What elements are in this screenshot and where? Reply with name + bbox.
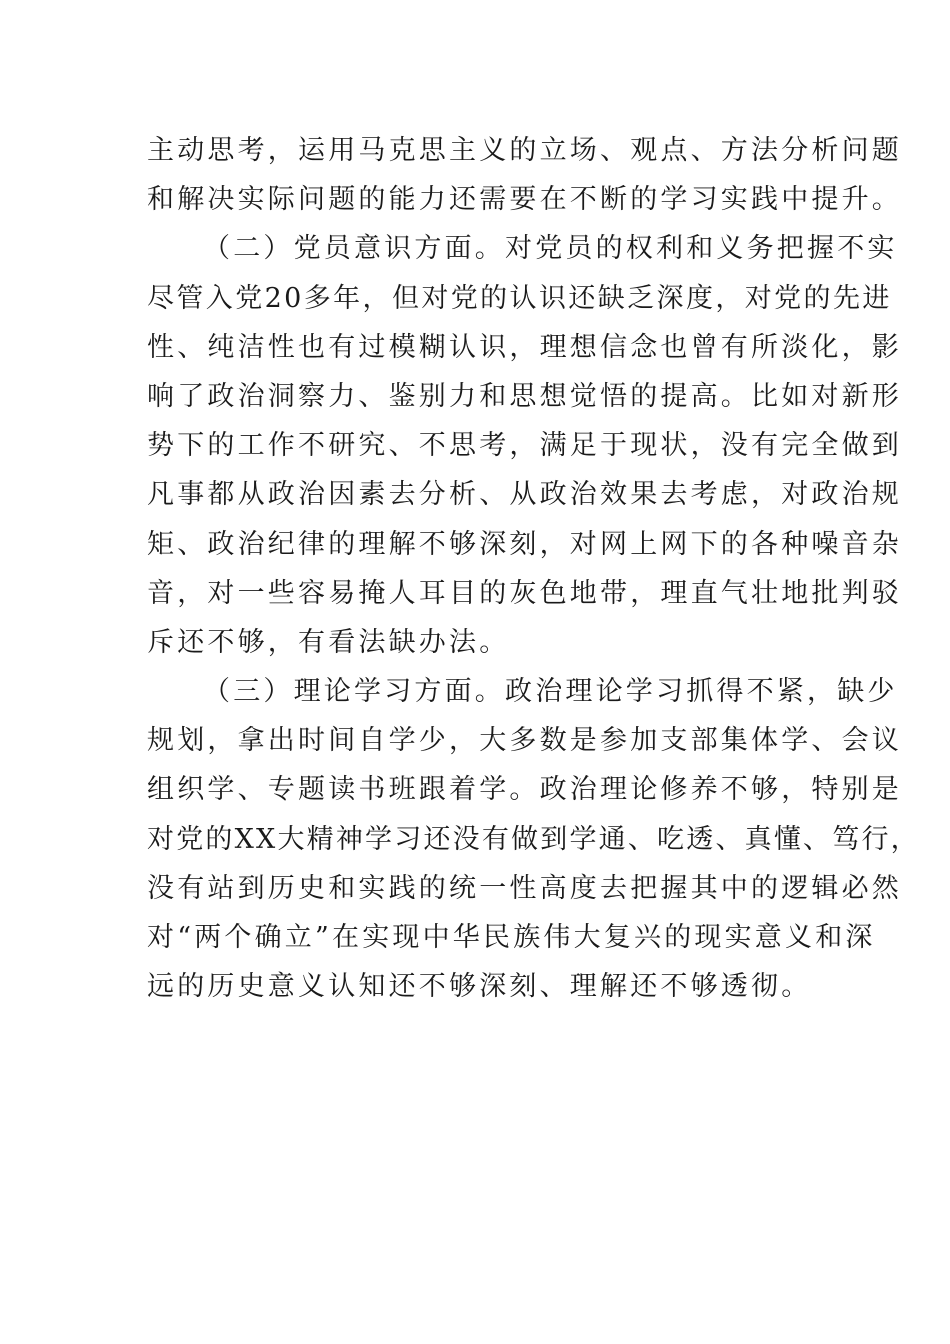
text-line: 矩、政治纪律的理解不够深刻，对网上网下的各种噪音杂	[147, 528, 902, 560]
text-line: 凡事都从政治因素去分析、从政治效果去考虑，对政治规	[147, 479, 902, 511]
text-line: 没有站到历史和实践的统一性高度去把握其中的逻辑必然	[147, 872, 902, 904]
section-heading-line: （三）理论学习方面。政治理论学习抓得不紧，缺少	[203, 676, 898, 708]
text-line: 音，对一些容易掩人耳目的灰色地带，理直气壮地批判驳	[147, 577, 902, 609]
text-line: 主动思考，运用马克思主义的立场、观点、方法分析问题	[147, 135, 902, 166]
text-line: 远的历史意义认知还不够深刻、理解还不够透彻。	[147, 971, 812, 1003]
text-line: 和解决实际问题的能力还需要在不断的学习实践中提升。	[147, 184, 902, 216]
text-line: 组织学、专题读书班跟着学。政治理论修养不够，特别是	[147, 774, 902, 806]
text-line: 性、纯洁性也有过模糊认识，理想信念也曾有所淡化，影	[147, 331, 902, 363]
text-line: 规划，拿出时间自学少，大多数是参加支部集体学、会议	[147, 725, 902, 757]
text-line: 尽管入党20多年，但对党的认识还缺乏深度，对党的先进	[147, 282, 892, 314]
text-line: 对党的XX大精神学习还没有做到学通、吃透、真懂、笃行，	[147, 823, 920, 855]
text-line: 响了政治洞察力、鉴别力和思想觉悟的提高。比如对新形	[147, 380, 902, 412]
document-body	[147, 126, 920, 1011]
text-line: 斥还不够，有看法缺办法。	[147, 626, 510, 658]
text-line: 对“两个确立”在实现中华民族伟大复兴的现实意义和深	[147, 922, 876, 953]
text-line: 势下的工作不研究、不思考，满足于现状，没有完全做到	[147, 430, 902, 462]
section-heading-line: （二）党员意识方面。对党员的权利和义务把握不实	[203, 233, 898, 265]
